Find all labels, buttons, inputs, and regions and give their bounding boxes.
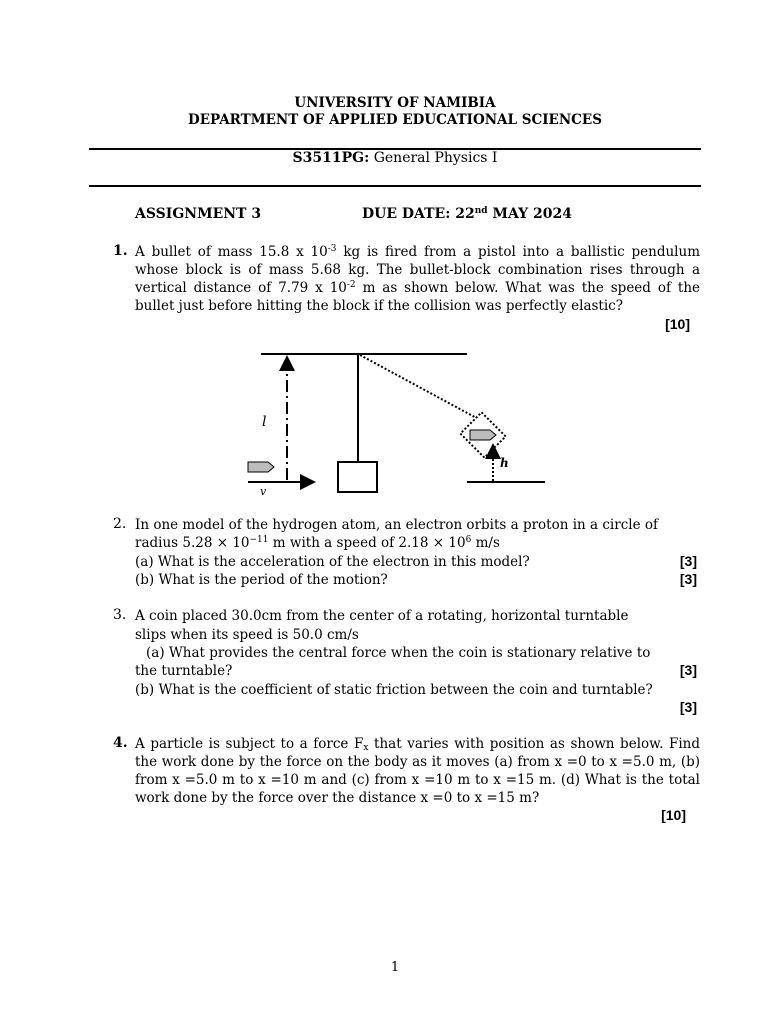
due-date-sup: nd	[474, 206, 488, 216]
q2-line-1: In one model of the hydrogen atom, an electron orbits a proton in a circle of	[135, 517, 658, 533]
ballistic-pendulum-figure	[240, 345, 550, 500]
q3-part-b-marks: [3]	[679, 699, 697, 715]
q1-text	[135, 243, 700, 315]
course-title	[0, 150, 768, 166]
q2-line-2	[135, 534, 500, 552]
q2-line-2c: m/s	[471, 535, 500, 551]
page-number: 1	[390, 960, 400, 975]
q4-marks: [10]	[661, 807, 686, 823]
q3-part-a-1: (a) What provides the central force when the coin is stationary relative to	[146, 645, 651, 661]
q3-part-a-2: the turntable?	[135, 663, 233, 679]
q3-part-a-marks: [3]	[679, 662, 697, 678]
q4-number: 4.	[113, 735, 128, 751]
university-name: UNIVERSITY OF NAMIBIA	[294, 95, 496, 111]
q1-text-3: m as shown below. What was the speed of the bullet just before hitting the block if the collision was perfectly elastic?	[135, 280, 701, 314]
q1-text-1: A bullet of mass 15.8 x 10	[135, 244, 328, 260]
q2-number: 2.	[113, 516, 127, 532]
pendulum-block	[338, 462, 377, 492]
q2-exp-1: −11	[249, 535, 269, 545]
header-rule-bottom	[89, 185, 701, 187]
q1-exp-2: -2	[346, 280, 356, 290]
q3-part-b: (b) What is the coefficient of static friction between the coin and turntable?	[135, 682, 653, 698]
q2-part-b-marks: [3]	[679, 571, 697, 587]
q1-exp-1: -3	[327, 244, 337, 254]
height-label: h	[500, 456, 509, 470]
q3-line-2: slips when its speed is 50.0 cm/s	[135, 627, 359, 643]
q2-part-a: (a) What is the acceleration of the electron in this model?	[135, 554, 530, 570]
embedded-bullet-icon	[470, 430, 496, 440]
q1-number: 1.	[113, 243, 128, 259]
velocity-label: v	[260, 485, 267, 498]
q2-part-a-marks: [3]	[679, 553, 697, 569]
q2-line-2a: radius 5.28 × 10	[135, 535, 250, 551]
q2-exp-2: 6	[465, 535, 472, 545]
q4-text-2: that varies with position as shown below. Find the work done by the force on the body as it moves (a) from x =0 to x =5.0 m, (b) from x =5.0 m to x =10 m and (c) from x =10 m to x =15 m. (d) What is the total work done by the force over the distance x =0 to x =15 m?	[135, 736, 700, 806]
q4-subscript: x	[363, 743, 369, 753]
q4-text-1: A particle is subject to a force F	[135, 736, 364, 752]
q3-line-1: A coin placed 30.0cm from the center of a rotating, horizontal turntable	[135, 608, 629, 624]
q1-text-2: kg is fired from a pistol into a ballistic pendulum whose block is of mass 5.68 kg. The bullet-block combination rises through a vertical distance of 7.79 x 10	[135, 244, 700, 296]
bullet-icon	[248, 462, 274, 472]
department-name: DEPARTMENT OF APPLIED EDUCATIONAL SCIENCES	[188, 112, 602, 128]
q2-part-b: (b) What is the period of the motion?	[135, 572, 388, 588]
q3-number: 3.	[113, 607, 127, 623]
swing-path	[360, 355, 482, 421]
due-date-prefix: DUE DATE: 22	[362, 206, 475, 222]
assignment-title: ASSIGNMENT 3	[135, 206, 262, 222]
due-date-suffix: MAY 2024	[487, 206, 572, 222]
q2-line-2b: m with a speed of 2.18 × 10	[268, 535, 466, 551]
course-name: General Physics I	[373, 150, 498, 166]
course-code: S3511PG:	[292, 150, 370, 166]
due-date	[362, 206, 572, 222]
q4-text	[135, 735, 700, 807]
q1-marks: [10]	[665, 316, 690, 332]
length-label: l	[262, 414, 267, 430]
